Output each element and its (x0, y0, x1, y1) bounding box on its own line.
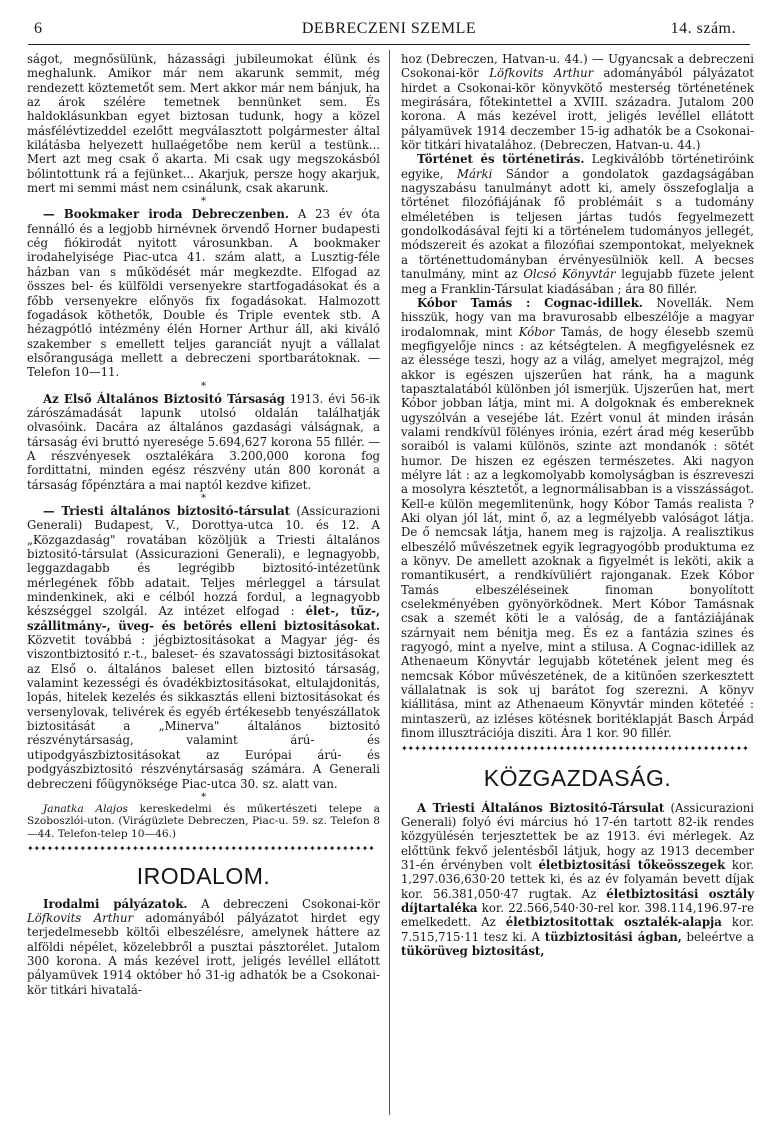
person-name: Márki (456, 166, 493, 181)
separator-star: * (201, 791, 206, 803)
article-elso-biztosito (27, 392, 380, 492)
article-body: A 23 év óta fennálló és a legjobb hirnévnek örvendő Horner budapesti cég fiókirodát nyitott városunkban. A bookmaker irodahelyisége Piac-utca 41. szám alatt, a Lusztig-féle házban van s működését már megkezdte. Elfogad az összes bel- és külföldi versenyekre startfogadásokat és a főbb versenyekre előnyös fix fogadásokat. Halmozott fogadások köthetők, Double és Triple eventek stb. A hézagpótló intézmény élén Horner Arthur áll, aki kiváló szakember s emellett teljes garanciát nyujt a vállalat elsőrangusága mellett a debreczeni sportbarátoknak. — Telefon 10—11. (27, 207, 380, 380)
article-body: Tamás, de hogy élesebb szemü megfigyelője nincs : az kétségtelen. A megfigyelésnek ez az élessége teszi, hogy az a világ, amelyet megrajzol, még akkor is egészen ujszerűen hat ránk, ha a magunk tapasztalatából különben jól ismerjük. Ujszerűen hat, mert Kóbor jobban látja, mint mi. A dolgoknak és embereknek ugyszólván a vesejébe lát. Ezért vonul át minden irásán valami rendkívül fölényes irónia, ezért árad még keserűbb soraiból is valami különös, szinte azt mondanók : sötét humor. De hiszen ez egészen természetes. Aki nagyon mélyre lát : az a legkomolyabb komolyságban is észreveszi a mosolyra késztetőt, a legnormálisabban is a visszásságot. Kell-e külön megemlitenünk, hogy Kóbor Tamás realista ? Aki olyan jól lát, mint ő, az a legmélyebb valóságot látja. De ő nemcsak látja, hanem meg is rajzolja. A realisztikus elbeszélő művészetnek egyik legragyogóbb produktuma ez a könyv. De amellett azoknak a figyelmét is leköti, akik a romantikusért, a rendkívüliért rajonganak. Ezek Kóbor Tamás elbeszéléseinek finoman bonyolított cselekményében gyönyörködnek. Mert Kóbor Tamásnak csak a szemét köti le a valóság, de a fantáziájának szárnyait nem bénitja meg. És ez a fantázia szines és ragyogó, mint a nyelve, mint a stilusa. A Cognac-idillek az Athenaeum Könyvtár legujabb kötetének jelent meg és nemcsak Kóbor művészetének, de a kitünően szerkesztett vállalatnak is sok uj barátot fog szerezni. A könyv kiállitása, mint az Athenaeum Könyvtár minden kötetéé : mintaszerü, az izléses kötésnek boritéklapját Basch Árpád finom illusztrációja disziti. Ára 1 kor. 90 fillér. (401, 324, 755, 741)
header-rule (28, 44, 750, 45)
emphasis: életbiztositottak osztalék-alapja (505, 915, 722, 930)
article-heading: — Bookmaker iroda Debreczenben. (43, 207, 289, 222)
person-name: Kóbor (518, 324, 555, 339)
emphasis: életbiztositási osztály díjtartaléka (401, 886, 755, 915)
emphasis: tükörüveg biztositást, (401, 943, 545, 958)
article-heading: Kóbor Tamás : Cognac-idillek. (417, 295, 643, 310)
advertiser-name: Janatka Alajos (43, 802, 128, 815)
article-triesti-merleg (401, 801, 754, 959)
article-body: Legkiválóbb történetiróink egyike, (401, 152, 754, 181)
advertisement-janatka (27, 803, 380, 841)
article-heading: Az Első Általános Biztositó Társaság (43, 391, 285, 406)
article-body: Sándor a gondolatok gazdagságában nagyszabásu tanulmányt adott ki, amely összefoglalja a történet filozófiájának fő problémáit s a tudomány elméletében is teljesen jártas tudós fegyelmezett gondolkodásával fejti ki a történelem tudományos jellegét, módszereit és azokat a filozófiai szempontokat, melyeknek a történettudományban érvényesülniök kell. A becses tanulmány, mint az (401, 166, 755, 282)
ornament-rule: ✦✦✦✦✦✦✦✦✦✦✦✦✦✦✦✦✦✦✦✦✦✦✦✦✦✦✦✦✦✦✦✦✦✦✦✦✦✦✦✦✦✦✦✦✦✦✦✦✦✦✦✦✦ (27, 842, 375, 853)
emphasis: élet-, tűz-, szállitmány-, üveg- és betörés elleni biztositásokat. (27, 604, 381, 633)
series-title: Olcsó Könyvtár (523, 267, 616, 282)
article-heading: Irodalmi pályázatok. (43, 896, 188, 911)
page-header (28, 20, 750, 42)
article-heading: — Triesti általános biztositó-társulat (43, 503, 291, 518)
advertisement-body: kereskedelmi és műkertészeti telepe a Szoboszlói-uton. (Virágüzlete Debreczen, Piac-u. 59. sz. Telefon 8—44. Telefon-telep 10—46.) (27, 802, 381, 841)
article-body: kor. 22.566,540·30-rel kor. 398.114,196.97-re emelkedett. Az (401, 900, 754, 930)
article-palyazatok (27, 897, 380, 997)
emphasis: életbiztositási tőkeösszegek (538, 857, 726, 872)
article-body: kor. 1,297.036,630·20 tettek ki, és az év folyamán bevett díjak kor. 56.381,050·47 rugtak. Az (401, 857, 754, 901)
left-column (27, 52, 380, 997)
article-bookmaker (27, 207, 380, 379)
article-body: 1913. évi 56-ik zárószámadását lapunk utolsó oldalán találhatják olvasóink. Dacára az általános gazdasági válságnak, a társaság évi bruttó nyeresége 5.694,627 korona 55 fillér. — A részvényesek osztalékára 3.200,000 korona fog fordittatni, minden egész részvény után 800 koronát a társaság főpénztára a mai naptól kezdve kifizet. (27, 391, 381, 492)
article-body: (Assicurazioni Generali) folyó évi március hó 17-én tartott 82-ik rendes közgyülésén terjesztettek be az 1913. évi mérlegek. Az előttünk fekvő jelentésből látjuk, hogy az 1913 december 31-én érvényben volt (401, 800, 754, 872)
article-body: adományából pályázatot hirdet egy terjedelmesebb költői elbeszélésre, amelynek háttere az alföldi népélet, közelebbről a pusztai pásztorélet. Jutalom 300 korona. A más kezével irott, jeligés levéllel ellátott pályamüvek 1914 október hó 31-ig adhatók be a Csokonai-kör titkári hivatalá- (27, 910, 381, 997)
article-body: (Assicurazioni Generali) Budapest, V., Dorottya-utca 10. és 12. A „Közgazdaság" rovatában közöljük a Triesti általános biztositó-társulat (Assicurazioni Generali), e legnagyobb, leggazdagabb és legrégibb biztositó-intézetünk mérlegének főbb adatait. Teljes mérleggel a társulat mindenkinek, aki e célból hozzá fordul, a legnagyobb készséggel szolgál. Az intézet elfogad : (27, 503, 380, 619)
ornament-rule: ✦✦✦✦✦✦✦✦✦✦✦✦✦✦✦✦✦✦✦✦✦✦✦✦✦✦✦✦✦✦✦✦✦✦✦✦✦✦✦✦✦✦✦✦✦✦✦✦✦✦✦✦✦ (401, 742, 749, 753)
separator-star: * (201, 196, 206, 208)
article-body: legujabb füzete jelent meg a Franklin-Társulat kiadásában ; ára 80 fillér. (401, 267, 754, 296)
article-body: beleértve a (681, 929, 754, 944)
article-kobor (401, 296, 754, 741)
article-heading: A Triesti Általános Biztositó-Társulat (417, 800, 665, 815)
person-name: Löfkovits Arthur (27, 910, 134, 925)
section-title-kozgazdasag: KÖZGAZDASÁG. (483, 764, 672, 791)
person-name: Löfkovits Arthur (489, 66, 594, 81)
separator-star: * (201, 492, 206, 504)
article-body: adományából pályázatot hirdet a Csokonai-kör könyvkötő mesterség történetének megirására, főtekintettel a XVIII. századra. Jutalom 200 korona. A más kezével irott, jeligés levéllel ellátott pályamüvek 1914 deczember 15-ig adhatók be a Csokonai-kör titkári hivatalához. (Debreczen, Hatvan-u. 44.) (401, 66, 755, 153)
separator-star: * (201, 380, 206, 392)
article-heading: Történet és történetirás. (417, 152, 585, 167)
journal-title: DEBRECZENI SZEMLE (301, 20, 477, 37)
emphasis: tüzbiztositási ágban, (544, 929, 682, 944)
issue-number: 14. szám. (670, 20, 736, 37)
article-palyazatok-cont (401, 52, 754, 152)
article-tortenet (401, 152, 754, 295)
article-body: Novellák. Nem hisszük, hogy van ma bravurosabb elbeszélője a magyar irodalomnak, mint (401, 295, 754, 339)
article-body: Közvetit továbbá : jégbiztositásokat a Magyar jég- és viszontbiztositó r.-t., baleset- és szavatossági biztositásokat az Első o. általános baleset ellen biztositó társaság, valamint kezességi és óvadékbiztositásokat, eltulajdonitás, lopás, hitelek kezelés és sikkasztás elleni biztositásokat és versenylovak, telivérek és egyéb értékesebb tenyészállatok biztositását a „Minerva" általános biztositó részvénytársaság, valamint árú- és utipodgyászbiztositásokat az Európai árú- és podgyászbiztositó részvénytársaság számára. A Generali debreczeni főügynöksége Piac-utca 30. sz. alatt van. (27, 633, 380, 791)
article-text: ságot, megnősülünk, házassági jubileumokat élünk és meghalunk. Amikor már nem akarunk semmit, még rendezett köztemetőt sem. Mert akkor már nem bánjuk, ha az árok szélére temetnek bennünket sem. És haldoklásunkban egyet biztosan tudunk, hogy a közel másfélévtizeddel ezelőtt megválasztott polgármester által kilátásba helyezett hullaégetőbe nem kerül a testünk... Mert azt meg csak ő akarta. Mi csak ugy megszokásból bólintottunk rá a fejünket... Akarjuk, persze hogy akarjuk, mert mi semmi mást nem csinálunk, csak akarunk. (27, 52, 380, 196)
article-body: hoz (Debreczen, Hatvan-u. 44.) — Ugyancsak a debreczeni Csokonai-kör (401, 52, 754, 81)
column-divider (389, 50, 390, 1115)
page-number: 6 (34, 20, 43, 37)
right-column (401, 52, 754, 958)
article-triesti (27, 504, 380, 791)
section-title-irodalom: IRODALOM. (136, 862, 271, 889)
article-body: kor. 7.515,715·11 tesz ki. A (401, 915, 754, 944)
article-body: A debreczeni Csokonai-kör (187, 896, 380, 911)
